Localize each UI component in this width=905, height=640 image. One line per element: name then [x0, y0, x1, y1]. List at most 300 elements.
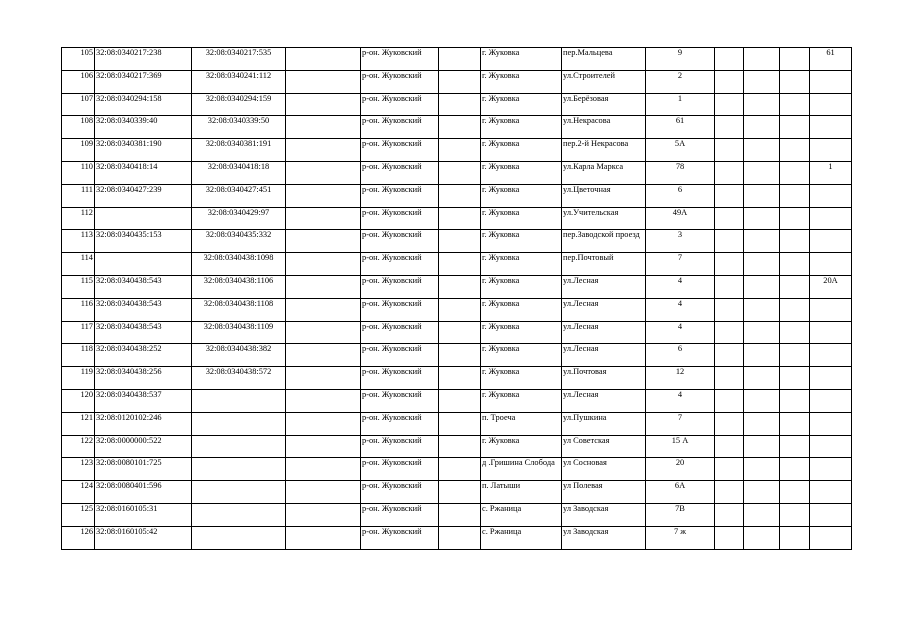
empty-cell	[286, 435, 361, 458]
house-number-cell: 7	[646, 412, 715, 435]
street-cell: ул Полевая	[562, 481, 646, 504]
cadastral-number-2-cell	[192, 435, 286, 458]
empty-cell	[780, 458, 810, 481]
empty-cell	[744, 93, 780, 116]
apartment-cell	[810, 503, 852, 526]
house-number-cell: 49А	[646, 207, 715, 230]
row-number-cell: 124	[62, 481, 95, 504]
house-number-cell: 7 ж	[646, 526, 715, 549]
table-row	[62, 321, 852, 344]
empty-cell	[715, 298, 744, 321]
cadastral-number-2-cell	[192, 526, 286, 549]
row-number-cell: 111	[62, 184, 95, 207]
cadastral-number-2-cell: 32:08:0340438:382	[192, 344, 286, 367]
district-cell: р-он. Жуковский	[361, 253, 439, 276]
cadastral-number-2-cell	[192, 389, 286, 412]
street-cell: ул.Почтовая	[562, 367, 646, 390]
row-number-cell: 113	[62, 230, 95, 253]
street-cell: ул Заводская	[562, 503, 646, 526]
cadastral-number-2-cell: 32:08:0340294:159	[192, 93, 286, 116]
cadastral-number-cell: 32:08:0000000:522	[95, 435, 192, 458]
locality-cell: г. Жуковка	[481, 230, 562, 253]
locality-cell: г. Жуковка	[481, 184, 562, 207]
district-cell: р-он. Жуковский	[361, 435, 439, 458]
cadastral-number-cell: 32:08:0160105:31	[95, 503, 192, 526]
district-cell: р-он. Жуковский	[361, 161, 439, 184]
locality-cell: г. Жуковка	[481, 321, 562, 344]
table-row	[62, 275, 852, 298]
house-number-cell: 6	[646, 344, 715, 367]
row-number-cell: 118	[62, 344, 95, 367]
empty-cell	[715, 481, 744, 504]
district-cell: р-он. Жуковский	[361, 412, 439, 435]
empty-cell	[780, 298, 810, 321]
house-number-cell: 7	[646, 253, 715, 276]
empty-cell	[744, 412, 780, 435]
empty-cell	[744, 344, 780, 367]
locality-cell: п. Латыши	[481, 481, 562, 504]
cadastral-number-cell: 32:08:0340438:543	[95, 275, 192, 298]
district-cell: р-он. Жуковский	[361, 481, 439, 504]
house-number-cell: 4	[646, 389, 715, 412]
district-cell: р-он. Жуковский	[361, 93, 439, 116]
cadastral-number-2-cell	[192, 481, 286, 504]
table-row	[62, 48, 852, 71]
empty-cell	[286, 321, 361, 344]
empty-cell	[780, 481, 810, 504]
empty-cell	[744, 70, 780, 93]
apartment-cell	[810, 321, 852, 344]
empty-cell	[715, 161, 744, 184]
empty-cell	[780, 435, 810, 458]
empty-cell	[439, 389, 481, 412]
district-cell: р-он. Жуковский	[361, 503, 439, 526]
locality-cell: г. Жуковка	[481, 275, 562, 298]
locality-cell: г. Жуковка	[481, 139, 562, 162]
row-number-cell: 115	[62, 275, 95, 298]
cadastral-number-cell: 32:08:0340438:537	[95, 389, 192, 412]
house-number-cell: 3	[646, 230, 715, 253]
house-number-cell: 4	[646, 321, 715, 344]
empty-cell	[439, 116, 481, 139]
street-cell: ул.Карла Маркса	[562, 161, 646, 184]
empty-cell	[780, 48, 810, 71]
empty-cell	[715, 412, 744, 435]
locality-cell: г. Жуковка	[481, 48, 562, 71]
empty-cell	[286, 207, 361, 230]
cadastral-number-cell: 32:08:0340427:239	[95, 184, 192, 207]
empty-cell	[744, 435, 780, 458]
empty-cell	[286, 526, 361, 549]
row-number-cell: 121	[62, 412, 95, 435]
cadastral-number-cell: 32:08:0080401:596	[95, 481, 192, 504]
empty-cell	[780, 275, 810, 298]
row-number-cell: 116	[62, 298, 95, 321]
empty-cell	[286, 139, 361, 162]
empty-cell	[715, 275, 744, 298]
locality-cell: с. Ржаница	[481, 503, 562, 526]
locality-cell: г. Жуковка	[481, 253, 562, 276]
cadastral-number-2-cell: 32:08:0340438:572	[192, 367, 286, 390]
house-number-cell: 12	[646, 367, 715, 390]
street-cell: ул.Некрасова	[562, 116, 646, 139]
locality-cell: г. Жуковка	[481, 367, 562, 390]
empty-cell	[715, 253, 744, 276]
empty-cell	[439, 298, 481, 321]
street-cell: ул Советская	[562, 435, 646, 458]
empty-cell	[439, 435, 481, 458]
house-number-cell: 9	[646, 48, 715, 71]
district-cell: р-он. Жуковский	[361, 526, 439, 549]
house-number-cell: 1	[646, 93, 715, 116]
empty-cell	[780, 321, 810, 344]
table-body	[62, 48, 852, 550]
empty-cell	[780, 139, 810, 162]
house-number-cell: 4	[646, 275, 715, 298]
row-number-cell: 107	[62, 93, 95, 116]
apartment-cell	[810, 139, 852, 162]
empty-cell	[286, 184, 361, 207]
row-number-cell: 114	[62, 253, 95, 276]
empty-cell	[780, 207, 810, 230]
table-row	[62, 389, 852, 412]
cadastral-number-2-cell: 32:08:0340438:1106	[192, 275, 286, 298]
apartment-cell	[810, 367, 852, 390]
cadastral-number-2-cell: 32:08:0340429:97	[192, 207, 286, 230]
empty-cell	[780, 70, 810, 93]
empty-cell	[286, 481, 361, 504]
empty-cell	[715, 389, 744, 412]
empty-cell	[715, 207, 744, 230]
empty-cell	[780, 184, 810, 207]
empty-cell	[744, 458, 780, 481]
locality-cell: д .Гришина Слобода	[481, 458, 562, 481]
empty-cell	[744, 503, 780, 526]
empty-cell	[744, 275, 780, 298]
empty-cell	[780, 93, 810, 116]
empty-cell	[286, 93, 361, 116]
empty-cell	[286, 367, 361, 390]
street-cell: ул.Пушкина	[562, 412, 646, 435]
row-number-cell: 117	[62, 321, 95, 344]
empty-cell	[744, 139, 780, 162]
apartment-cell	[810, 207, 852, 230]
cadastral-number-cell: 32:08:0340435:153	[95, 230, 192, 253]
cadastral-number-2-cell	[192, 412, 286, 435]
row-number-cell: 122	[62, 435, 95, 458]
table-row	[62, 412, 852, 435]
empty-cell	[286, 344, 361, 367]
street-cell: ул.Лесная	[562, 389, 646, 412]
street-cell: ул.Лесная	[562, 344, 646, 367]
table-row	[62, 344, 852, 367]
apartment-cell	[810, 116, 852, 139]
street-cell: пер.2-й Некрасова	[562, 139, 646, 162]
empty-cell	[780, 367, 810, 390]
empty-cell	[439, 230, 481, 253]
empty-cell	[744, 298, 780, 321]
apartment-cell	[810, 298, 852, 321]
empty-cell	[286, 48, 361, 71]
row-number-cell: 120	[62, 389, 95, 412]
empty-cell	[744, 230, 780, 253]
district-cell: р-он. Жуковский	[361, 139, 439, 162]
empty-cell	[286, 412, 361, 435]
cadastral-number-cell: 32:08:0340217:238	[95, 48, 192, 71]
locality-cell: г. Жуковка	[481, 298, 562, 321]
district-cell: р-он. Жуковский	[361, 275, 439, 298]
house-number-cell: 7В	[646, 503, 715, 526]
table-row	[62, 503, 852, 526]
cadastral-number-cell	[95, 253, 192, 276]
row-number-cell: 108	[62, 116, 95, 139]
street-cell: ул.Лесная	[562, 298, 646, 321]
empty-cell	[715, 321, 744, 344]
table-row	[62, 230, 852, 253]
district-cell: р-он. Жуковский	[361, 344, 439, 367]
cadastral-number-2-cell: 32:08:0340381:191	[192, 139, 286, 162]
apartment-cell	[810, 481, 852, 504]
empty-cell	[744, 526, 780, 549]
locality-cell: г. Жуковка	[481, 435, 562, 458]
empty-cell	[286, 503, 361, 526]
apartment-cell	[810, 184, 852, 207]
house-number-cell: 2	[646, 70, 715, 93]
empty-cell	[439, 48, 481, 71]
empty-cell	[715, 526, 744, 549]
cadastral-number-cell: 32:08:0340438:543	[95, 321, 192, 344]
district-cell: р-он. Жуковский	[361, 48, 439, 71]
cadastral-number-2-cell: 32:08:0340418:18	[192, 161, 286, 184]
apartment-cell	[810, 253, 852, 276]
street-cell: ул.Лесная	[562, 321, 646, 344]
row-number-cell: 110	[62, 161, 95, 184]
row-number-cell: 123	[62, 458, 95, 481]
street-cell: пер.Почтовый	[562, 253, 646, 276]
district-cell: р-он. Жуковский	[361, 184, 439, 207]
empty-cell	[715, 116, 744, 139]
empty-cell	[439, 458, 481, 481]
cadastral-number-2-cell: 32:08:0340438:1109	[192, 321, 286, 344]
row-number-cell: 126	[62, 526, 95, 549]
locality-cell: г. Жуковка	[481, 344, 562, 367]
empty-cell	[744, 367, 780, 390]
house-number-cell: 6	[646, 184, 715, 207]
empty-cell	[286, 458, 361, 481]
house-number-cell: 5А	[646, 139, 715, 162]
address-register-table	[61, 47, 852, 550]
empty-cell	[780, 116, 810, 139]
apartment-cell: 20А	[810, 275, 852, 298]
cadastral-number-cell: 32:08:0080101:725	[95, 458, 192, 481]
street-cell: ул.Учительская	[562, 207, 646, 230]
locality-cell: г. Жуковка	[481, 161, 562, 184]
district-cell: р-он. Жуковский	[361, 116, 439, 139]
row-number-cell: 105	[62, 48, 95, 71]
street-cell: ул Сосновая	[562, 458, 646, 481]
table-row	[62, 526, 852, 549]
empty-cell	[439, 161, 481, 184]
cadastral-number-2-cell	[192, 503, 286, 526]
empty-cell	[744, 321, 780, 344]
empty-cell	[439, 139, 481, 162]
street-cell: ул.Лесная	[562, 275, 646, 298]
house-number-cell: 4	[646, 298, 715, 321]
apartment-cell	[810, 93, 852, 116]
empty-cell	[715, 458, 744, 481]
empty-cell	[715, 344, 744, 367]
empty-cell	[744, 253, 780, 276]
table-row	[62, 481, 852, 504]
table-row	[62, 184, 852, 207]
locality-cell: г. Жуковка	[481, 207, 562, 230]
locality-cell: п. Троеча	[481, 412, 562, 435]
empty-cell	[715, 503, 744, 526]
cadastral-number-cell: 32:08:0120102:246	[95, 412, 192, 435]
district-cell: р-он. Жуковский	[361, 70, 439, 93]
empty-cell	[439, 184, 481, 207]
cadastral-number-2-cell: 32:08:0340427:451	[192, 184, 286, 207]
empty-cell	[780, 389, 810, 412]
house-number-cell: 78	[646, 161, 715, 184]
empty-cell	[715, 184, 744, 207]
street-cell: ул.Цветочная	[562, 184, 646, 207]
cadastral-number-2-cell	[192, 458, 286, 481]
empty-cell	[715, 139, 744, 162]
empty-cell	[439, 344, 481, 367]
locality-cell: г. Жуковка	[481, 70, 562, 93]
empty-cell	[286, 298, 361, 321]
empty-cell	[439, 93, 481, 116]
empty-cell	[780, 526, 810, 549]
district-cell: р-он. Жуковский	[361, 367, 439, 390]
empty-cell	[286, 275, 361, 298]
cadastral-number-cell: 32:08:0160105:42	[95, 526, 192, 549]
table-row	[62, 116, 852, 139]
empty-cell	[715, 48, 744, 71]
empty-cell	[286, 253, 361, 276]
empty-cell	[744, 161, 780, 184]
row-number-cell: 119	[62, 367, 95, 390]
apartment-cell	[810, 344, 852, 367]
apartment-cell	[810, 70, 852, 93]
cadastral-number-2-cell: 32:08:0340438:1108	[192, 298, 286, 321]
table-row	[62, 298, 852, 321]
district-cell: р-он. Жуковский	[361, 458, 439, 481]
empty-cell	[780, 412, 810, 435]
empty-cell	[439, 207, 481, 230]
empty-cell	[780, 161, 810, 184]
empty-cell	[439, 526, 481, 549]
cadastral-number-cell: 32:08:0340438:256	[95, 367, 192, 390]
table-row	[62, 367, 852, 390]
row-number-cell: 112	[62, 207, 95, 230]
apartment-cell	[810, 458, 852, 481]
district-cell: р-он. Жуковский	[361, 207, 439, 230]
cadastral-number-cell: 32:08:0340418:14	[95, 161, 192, 184]
locality-cell: г. Жуковка	[481, 389, 562, 412]
empty-cell	[744, 184, 780, 207]
empty-cell	[744, 116, 780, 139]
empty-cell	[439, 275, 481, 298]
empty-cell	[286, 230, 361, 253]
empty-cell	[780, 503, 810, 526]
district-cell: р-он. Жуковский	[361, 298, 439, 321]
cadastral-number-2-cell: 32:08:0340217:535	[192, 48, 286, 71]
row-number-cell: 106	[62, 70, 95, 93]
table-row	[62, 139, 852, 162]
table-row	[62, 207, 852, 230]
district-cell: р-он. Жуковский	[361, 321, 439, 344]
cadastral-number-cell	[95, 207, 192, 230]
street-cell: ул.Строителей	[562, 70, 646, 93]
cadastral-number-2-cell: 32:08:0340339:50	[192, 116, 286, 139]
empty-cell	[715, 367, 744, 390]
cadastral-number-2-cell: 32:08:0340241:112	[192, 70, 286, 93]
cadastral-number-cell: 32:08:0340438:543	[95, 298, 192, 321]
apartment-cell: 1	[810, 161, 852, 184]
locality-cell: г. Жуковка	[481, 116, 562, 139]
empty-cell	[286, 116, 361, 139]
street-cell: пер.Мальцева	[562, 48, 646, 71]
table-row	[62, 161, 852, 184]
street-cell: ул Заводская	[562, 526, 646, 549]
house-number-cell: 6А	[646, 481, 715, 504]
house-number-cell: 15 А	[646, 435, 715, 458]
table-row	[62, 70, 852, 93]
table-row	[62, 253, 852, 276]
table-row	[62, 435, 852, 458]
street-cell: ул.Берёзовая	[562, 93, 646, 116]
empty-cell	[744, 481, 780, 504]
empty-cell	[780, 230, 810, 253]
empty-cell	[439, 412, 481, 435]
row-number-cell: 125	[62, 503, 95, 526]
house-number-cell: 61	[646, 116, 715, 139]
empty-cell	[715, 70, 744, 93]
apartment-cell	[810, 389, 852, 412]
cadastral-number-2-cell: 32:08:0340438:1098	[192, 253, 286, 276]
empty-cell	[439, 503, 481, 526]
empty-cell	[286, 161, 361, 184]
empty-cell	[286, 389, 361, 412]
empty-cell	[439, 481, 481, 504]
apartment-cell	[810, 412, 852, 435]
cadastral-number-cell: 32:08:0340294:158	[95, 93, 192, 116]
empty-cell	[744, 389, 780, 412]
locality-cell: г. Жуковка	[481, 93, 562, 116]
empty-cell	[439, 367, 481, 390]
row-number-cell: 109	[62, 139, 95, 162]
house-number-cell: 20	[646, 458, 715, 481]
cadastral-number-2-cell: 32:08:0340435:332	[192, 230, 286, 253]
apartment-cell	[810, 435, 852, 458]
apartment-cell: 61	[810, 48, 852, 71]
empty-cell	[780, 253, 810, 276]
district-cell: р-он. Жуковский	[361, 230, 439, 253]
street-cell: пер.Заводской проезд	[562, 230, 646, 253]
apartment-cell	[810, 230, 852, 253]
table-row	[62, 93, 852, 116]
empty-cell	[715, 435, 744, 458]
empty-cell	[439, 70, 481, 93]
empty-cell	[715, 93, 744, 116]
empty-cell	[744, 48, 780, 71]
locality-cell: с. Ржаница	[481, 526, 562, 549]
empty-cell	[439, 321, 481, 344]
empty-cell	[715, 230, 744, 253]
cadastral-number-cell: 32:08:0340381:190	[95, 139, 192, 162]
